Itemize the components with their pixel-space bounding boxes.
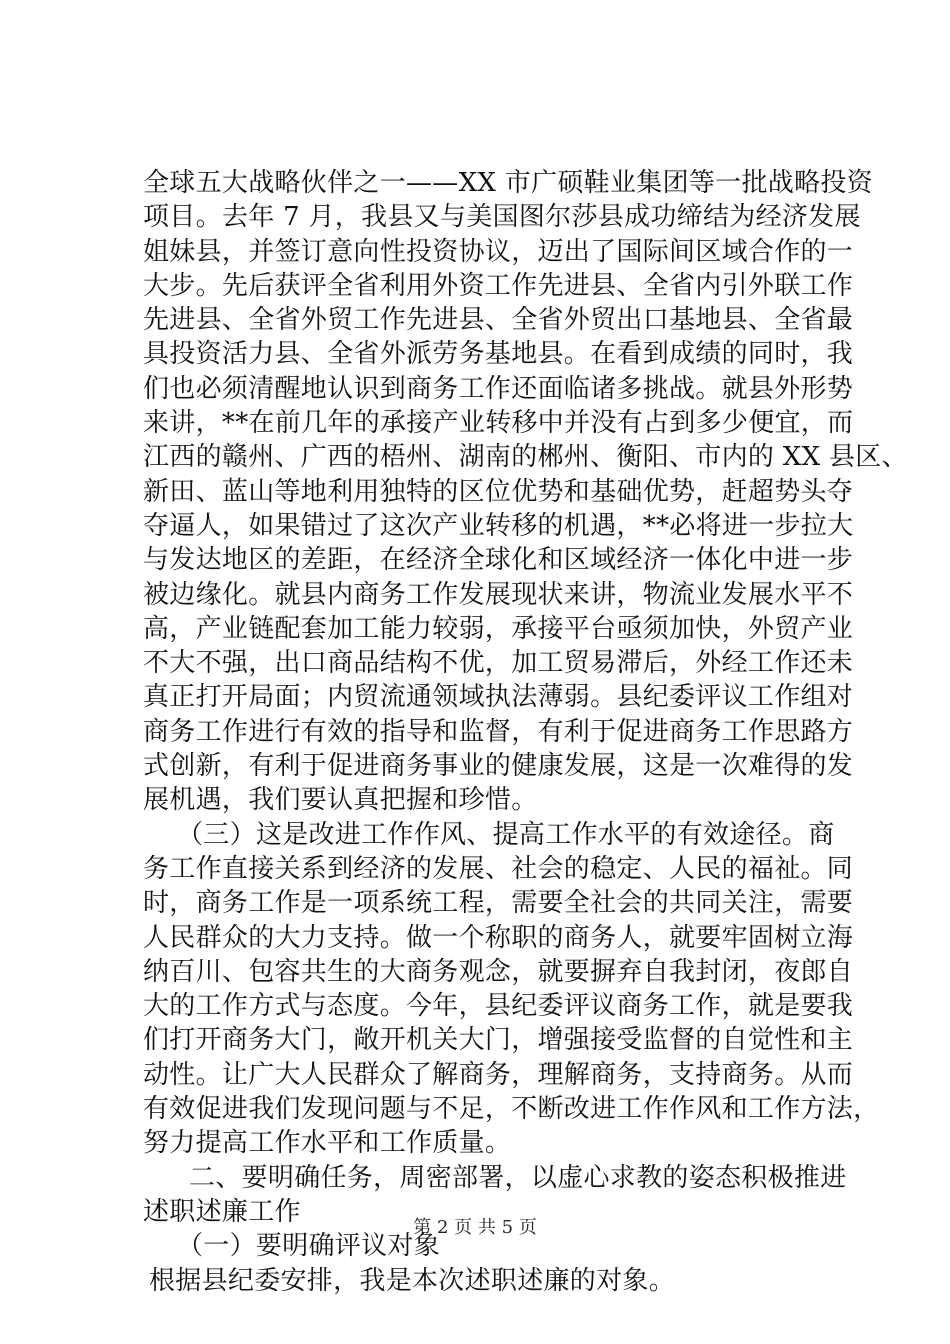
section-heading: 二、要明确任务，周密部署，以虚心求教的姿态积极推进 — [189, 1162, 847, 1193]
text-line: 大步。先后获评全省利用外资工作先进县、全省内引外联工作 — [143, 270, 854, 301]
text-line: 来讲，**在前几年的承接产业转移中并没有占到多少便宜，而 — [143, 408, 854, 439]
text-line: 真正打开局面；内贸流通领域执法薄弱。县纪委评议工作组对 — [143, 682, 854, 713]
text-line: 时，商务工作是一项系统工程，需要全社会的共同关注，需要 — [143, 888, 854, 919]
text-line: 高，产业链配套加工能力较弱，承接平台亟须加快，外贸产业 — [143, 613, 854, 644]
text-line: 纳百川、包容共生的大商务观念，就要摒弃自我封闭，夜郎自 — [143, 956, 854, 987]
text-line: 动性。让广大人民群众了解商务，理解商务，支持商务。从而 — [143, 1059, 854, 1090]
text-line: 们也必须清醒地认识到商务工作还面临诸多挑战。就县外形势 — [143, 373, 854, 404]
text-line: 努力提高工作水平和工作质量。 — [143, 1128, 512, 1159]
text-line: 务工作直接关系到经济的发展、社会的稳定、人民的福祉。同 — [143, 853, 854, 884]
text-line: 们打开商务大门，敞开机关大门，增强接受监督的自觉性和主 — [143, 1025, 854, 1056]
text-line: 展机遇，我们要认真把握和珍惜。 — [143, 785, 538, 816]
text-line: 有效促进我们发现问题与不足，不断改进工作作风和工作方法， — [143, 1094, 880, 1125]
text-line: 大的工作方式与态度。今年，县纪委评议商务工作，就是要我 — [143, 991, 854, 1022]
text-line: 不大不强，出口商品结构不优，加工贸易滞后，外经工作还未 — [143, 648, 854, 679]
text-line: 式创新，有利于促进商务事业的健康发展，这是一次难得的发 — [143, 751, 854, 782]
text-line: 根据县纪委安排，我是本次述职述廉的对象。 — [149, 1265, 676, 1296]
section-heading: 述职述廉工作 — [143, 1196, 301, 1227]
text-line: 具投资活力县、全省外派劳务基地县。在看到成绩的同时，我 — [143, 339, 854, 370]
text-line: 江西的赣州、广西的梧州、湖南的郴州、衡阳、市内的 XX 县区、 — [143, 442, 908, 473]
text-line: （三）这是改进工作作风、提高工作水平的有效途径。商 — [177, 819, 835, 850]
text-line: 项目。去年 7 月，我县又与美国图尔莎县成功缔结为经济发展 — [143, 202, 861, 233]
text-line: 夺逼人，如果错过了这次产业转移的机遇，**必将进一步拉大 — [143, 510, 854, 541]
page-number-footer: 第 2 页 共 5 页 — [413, 1217, 537, 1238]
text-line: 商务工作进行有效的指导和监督，有利于促进商务工作思路方 — [143, 716, 854, 747]
text-line: 新田、蓝山等地利用独特的区位优势和基础优势，赶超势头夺 — [143, 476, 854, 507]
text-line: 人民群众的大力支持。做一个称职的商务人，就要牢固树立海 — [143, 922, 854, 953]
document-body — [143, 166, 908, 1298]
text-line: 全球五大战略伙伴之一——XX 市广硕鞋业集团等一批战略投资 — [143, 168, 873, 198]
subsection-heading: （一）要明确评议对象 — [177, 1231, 441, 1262]
text-line: 先进县、全省外贸工作先进县、全省外贸出口基地县、全省最 — [143, 305, 854, 336]
text-line: 与发达地区的差距，在经济全球化和区域经济一体化中进一步 — [143, 545, 854, 576]
text-line: 被边缘化。就县内商务工作发展现状来讲，物流业发展水平不 — [143, 579, 854, 610]
text-line: 姐妹县，并签订意向性投资协议，迈出了国际间区域合作的一 — [143, 236, 854, 267]
